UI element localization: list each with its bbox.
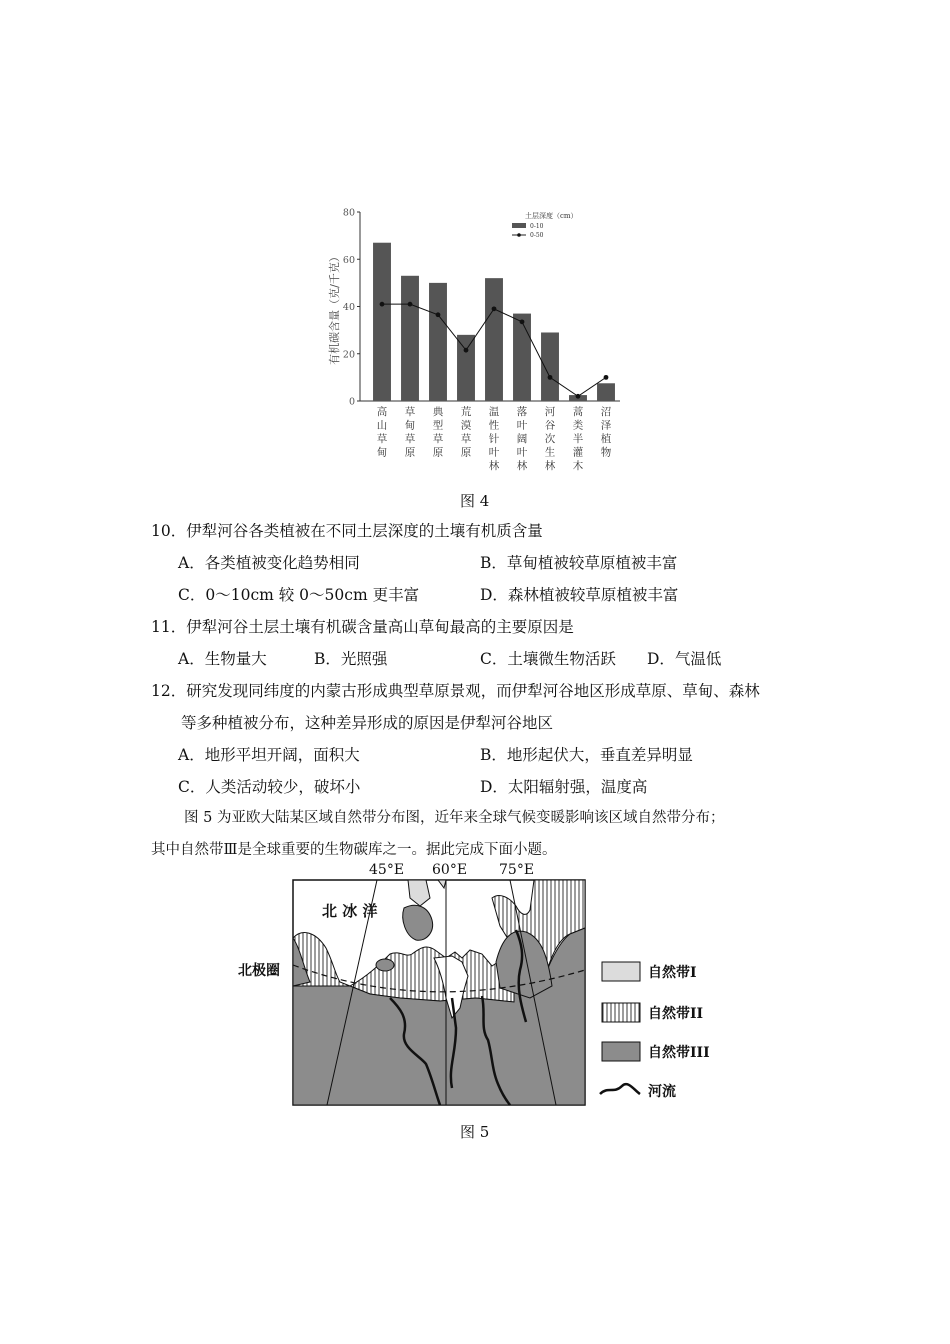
- chart-line-point: [548, 375, 553, 380]
- fig4-caption: 图 4: [460, 492, 490, 510]
- q11-option-b: B．光照强: [314, 650, 388, 668]
- chart-y-tick-label: 0: [348, 396, 355, 408]
- intro-line2: 其中自然带Ⅲ是全球重要的生物碳库之一。据此完成下面小题。: [151, 842, 557, 858]
- chart-y-tick-label: 40: [342, 302, 355, 313]
- chart-y-tick-label: 20: [342, 349, 355, 361]
- fig4-chart: [300, 200, 630, 490]
- map-frame: [293, 880, 585, 1105]
- map-legend: [600, 962, 710, 1100]
- q12-option-a: A．地形平坦开阔，面积大: [178, 746, 360, 764]
- map-lon-75: 75°E: [499, 862, 535, 878]
- chart-bar: [373, 243, 391, 401]
- chart-bar: [457, 335, 475, 401]
- chart-bars: [373, 243, 615, 401]
- legend-zone3-swatch: [602, 1042, 640, 1061]
- chart-x-tick-label: 温性针叶林: [488, 406, 500, 472]
- map-lon-60: 60°E: [432, 862, 468, 878]
- chart-x-tick-label: 蒿类半灌木: [572, 406, 584, 472]
- legend-zone1-swatch: [602, 962, 640, 981]
- chart-line-point: [576, 394, 581, 399]
- q11-option-d: D．气温低: [647, 650, 722, 668]
- chart-x-tick-label: 草甸草原: [404, 406, 416, 459]
- chart-legend-bar-label: 0-10: [530, 223, 544, 230]
- chart-line-point: [408, 302, 413, 307]
- chart-x-tick-label: 落叶阔叶林: [516, 406, 528, 472]
- chart-x-tick-label: 荒漠草原: [460, 406, 472, 459]
- map-arctic-circle-label: 北极圈: [238, 963, 280, 979]
- q10-stem: 10．伊犁河谷各类植被在不同土层深度的土壤有机质含量: [151, 522, 543, 540]
- q12-stem-line2: 等多种植被分布，这种差异形成的原因是伊犁河谷地区: [181, 714, 554, 732]
- chart-x-labels: [377, 405, 612, 472]
- q11-stem: 11．伊犁河谷土层土壤有机碳含量高山草甸最高的主要原因是: [151, 618, 574, 636]
- q12-option-c: C．人类活动较少，破坏小: [178, 778, 361, 796]
- chart-line-point: [492, 306, 497, 311]
- chart-line-point: [520, 319, 525, 324]
- q11-option-c: C．土壤微生物活跃: [480, 650, 616, 668]
- chart-legend-line-marker: [517, 233, 521, 237]
- chart-line-point: [604, 375, 609, 380]
- chart-legend-bar-swatch: [512, 223, 526, 228]
- chart-bar: [401, 276, 419, 401]
- q10-option-b: B．草甸植被较草原植被丰富: [480, 554, 678, 572]
- chart-legend-line-label: 0-50: [530, 232, 544, 239]
- chart-x-tick-label: 高山草甸: [376, 406, 388, 459]
- map-ocean-label: 北 冰 洋: [322, 902, 378, 920]
- chart-x-tick-label: 沼泽植物: [600, 406, 612, 459]
- chart-bar: [541, 332, 559, 401]
- q10-option-c: C．0～10cm 较 0～50cm 更丰富: [178, 586, 420, 604]
- legend-river-swatch: [600, 1084, 640, 1094]
- chart-y-tick-label: 80: [342, 207, 355, 219]
- q10-option-d: D．森林植被较草原植被丰富: [480, 586, 679, 604]
- chart-bar: [429, 283, 447, 401]
- chart-x-tick-label: 典型草原: [432, 406, 444, 459]
- legend-zone3-label: 自然带III: [648, 1045, 710, 1061]
- chart-legend-title: 土层深度（cm）: [525, 212, 578, 220]
- q11-option-a: A．生物量大: [178, 650, 267, 668]
- chart-x-tick-label: 河谷次生林: [544, 406, 556, 472]
- chart-bar: [513, 314, 531, 401]
- chart-bar: [597, 383, 615, 401]
- fig5-map: [230, 858, 730, 1114]
- q12-option-b: B．地形起伏大，垂直差异明显: [480, 746, 693, 764]
- q12-option-d: D．太阳辐射强，温度高: [480, 778, 648, 796]
- zone3-island-small: [376, 959, 394, 971]
- chart-y-axis-label: 有机碳含量（克/千克）: [328, 251, 341, 365]
- q10-option-a: A．各类植被变化趋势相同: [178, 554, 360, 572]
- chart-bar: [485, 278, 503, 401]
- chart-legend: [512, 211, 578, 239]
- chart-line-point: [380, 302, 385, 307]
- legend-river-label: 河流: [648, 1084, 676, 1100]
- intro-line1: 图 5 为亚欧大陆某区域自然带分布图，近年来全球气候变暖影响该区域自然带分布；: [184, 810, 725, 826]
- q12-stem-line1: 12．研究发现同纬度的内蒙古形成典型草原景观，而伊犁河谷地区形成草原、草甸、森林: [151, 682, 760, 700]
- fig5-caption: 图 5: [460, 1123, 490, 1141]
- map-lon-45: 45°E: [369, 862, 405, 878]
- chart-line-point: [436, 312, 441, 317]
- chart-line-point: [464, 348, 469, 353]
- legend-zone1-label: 自然带I: [648, 965, 697, 981]
- legend-zone2-swatch: [602, 1003, 640, 1022]
- chart-y-tick-label: 60: [342, 254, 355, 266]
- legend-zone2-label: 自然带II: [648, 1006, 704, 1022]
